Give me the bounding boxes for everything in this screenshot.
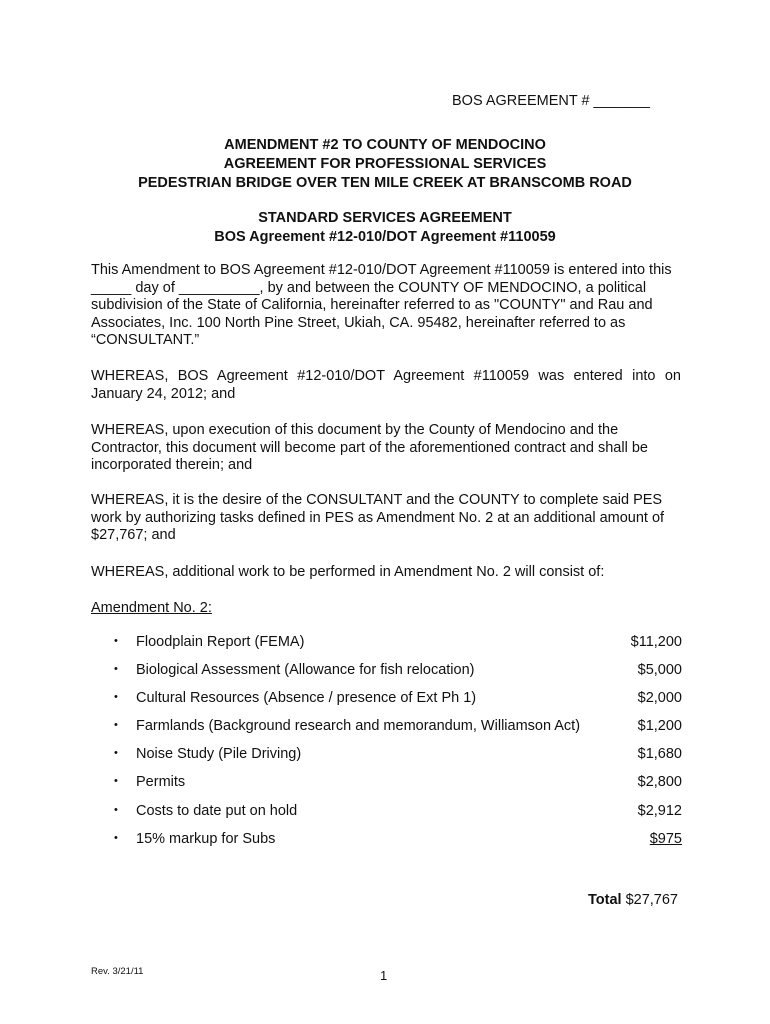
title-line-3: PEDESTRIAN BRIDGE OVER TEN MILE CREEK AT BRANSCOMB ROAD: [138, 175, 632, 191]
title-line-5: BOS Agreement #12-010/DOT Agreement #110059: [214, 229, 556, 245]
paragraph-intro: This Amendment to BOS Agreement #12-010/DOT Agreement #110059 is entered into this _____ day of __________, by and between the COUNTY OF MENDOCINO, a political subdivision of the State of California, hereinafter referred to as "COUNTY" and Rau and Associates, Inc. 100 North Pine Street, Ukiah, CA. 95482, hereinafter referred to as “CONSULTANT.”: [91, 262, 672, 348]
bullet-icon: •: [114, 663, 118, 676]
bullet-icon: •: [114, 831, 118, 844]
item-label: Noise Study (Pile Driving): [136, 746, 302, 763]
total-amount: $27,767: [625, 892, 678, 908]
bullet-icon: •: [114, 719, 118, 732]
list-item: [114, 746, 682, 774]
item-label: Floodplain Report (FEMA): [136, 634, 305, 650]
item-amount: $2,000: [637, 690, 682, 707]
title-block: [0, 136, 770, 247]
item-amount: $2,800: [637, 774, 682, 791]
title-line-1: AMENDMENT #2 TO COUNTY OF MENDOCINO: [224, 137, 546, 153]
amendment-items-list: [114, 634, 682, 859]
revision-footer: Rev. 3/21/11: [91, 966, 144, 977]
item-amount: $5,000: [637, 662, 682, 679]
paragraph-whereas-1: WHEREAS, BOS Agreement #12-010/DOT Agreement #110059 was entered into on January 24, 2012; and: [91, 368, 681, 402]
item-label: Farmlands (Background research and memorandum, Williamson Act): [136, 718, 581, 735]
list-item: [114, 690, 682, 718]
total-label: Total: [587, 892, 622, 908]
list-item: [114, 803, 682, 831]
list-item: [114, 831, 682, 859]
page-number: 1: [380, 968, 388, 983]
bullet-icon: •: [114, 635, 118, 647]
item-amount: $2,912: [637, 802, 682, 819]
item-amount: $1,680: [637, 746, 682, 763]
list-item: [114, 718, 682, 746]
list-item: [114, 774, 682, 802]
total-line: [560, 892, 678, 908]
item-amount: $1,200: [637, 718, 682, 735]
paragraph-whereas-4: WHEREAS, additional work to be performed in Amendment No. 2 will consist of:: [91, 564, 605, 580]
item-label: Biological Assessment (Allowance for fish relocation): [136, 662, 475, 679]
bos-agreement-ref: BOS AGREEMENT # _______: [452, 93, 651, 109]
paragraph-whereas-2: WHEREAS, upon execution of this document by the County of Mendocino and the Contractor, this document will become part of the aforementioned contract and shall be incorporated therein; and: [91, 422, 648, 473]
bullet-icon: •: [114, 803, 118, 816]
amendment-heading: Amendment No. 2:: [91, 600, 212, 616]
item-label: 15% markup for Subs: [136, 830, 276, 847]
list-item: [114, 634, 682, 662]
bullet-icon: •: [114, 775, 118, 788]
title-line-4: STANDARD SERVICES AGREEMENT: [258, 210, 512, 226]
item-amount: $11,200: [630, 634, 682, 650]
item-amount: $975: [649, 830, 682, 847]
bullet-icon: •: [114, 691, 118, 704]
item-label: Permits: [136, 774, 186, 791]
item-label: Cultural Resources (Absence / presence of Ext Ph 1): [136, 690, 477, 707]
paragraph-whereas-3: WHEREAS, it is the desire of the CONSULTANT and the COUNTY to complete said PES work by authorizing tasks defined in PES as Amendment No. 2 at an additional amount of $27,767; and: [91, 492, 665, 543]
title-line-2: AGREEMENT FOR PROFESSIONAL SERVICES: [223, 156, 547, 172]
list-item: [114, 662, 682, 690]
item-label: Costs to date put on hold: [136, 802, 298, 819]
bullet-icon: •: [114, 747, 118, 760]
